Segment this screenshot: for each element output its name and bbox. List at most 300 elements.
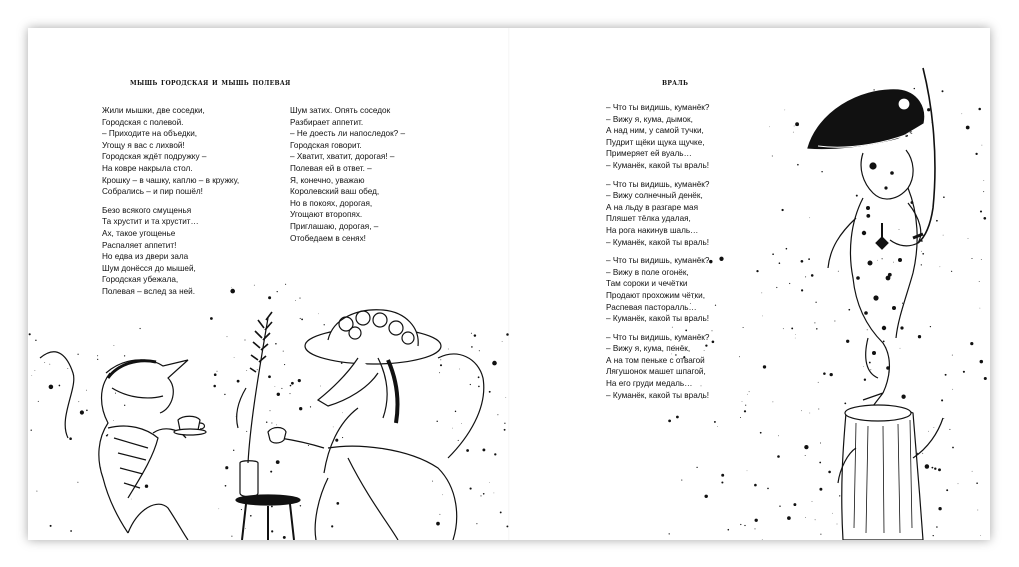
ink-dot: [721, 474, 724, 477]
verse-line: Разбирает аппетит.: [290, 117, 364, 127]
ink-dot: [480, 495, 481, 496]
ink-dot: [310, 406, 311, 407]
ink-dot: [832, 513, 833, 514]
ink-dot: [299, 298, 300, 299]
ink-dot: [506, 333, 509, 336]
ink-dot: [107, 434, 108, 435]
ink-dot: [815, 302, 816, 303]
ink-dot: [740, 524, 741, 525]
ink-dot: [805, 276, 806, 277]
verse-line: – Куманёк, какой ты враль!: [606, 160, 710, 170]
ink-dot: [970, 342, 973, 345]
ink-dot: [271, 530, 273, 532]
ink-dot: [442, 494, 443, 495]
ink-dot: [820, 442, 821, 443]
ink-dot: [483, 493, 485, 495]
verse-line: Шум затих. Опять соседок: [290, 106, 391, 115]
ink-dot: [914, 88, 915, 89]
ink-dot: [336, 502, 339, 505]
ink-dot: [942, 90, 944, 92]
ink-dot: [331, 525, 333, 527]
ink-dot: [342, 412, 343, 413]
ink-dot: [466, 449, 469, 452]
ink-dot: [918, 335, 921, 338]
ink-dot: [975, 153, 977, 155]
ink-dot: [234, 357, 235, 358]
verse-line: – Вижу солнечный денёк,: [606, 191, 703, 201]
ink-dot: [761, 293, 762, 294]
ink-dot: [818, 409, 819, 410]
ink-dot: [277, 393, 280, 396]
ink-dot: [714, 421, 716, 423]
verse-line: Там сороки и чечётки: [606, 279, 688, 289]
ink-dot: [225, 485, 227, 487]
verse-line: Отобедаем в сенях!: [290, 233, 366, 243]
ink-dot: [268, 296, 271, 299]
ink-dot: [980, 360, 983, 363]
ink-dot: [113, 345, 114, 346]
ink-dot: [789, 283, 790, 284]
ink-dot: [838, 271, 839, 272]
ink-dot: [797, 164, 799, 166]
ink-dot: [712, 330, 713, 331]
ink-dot: [823, 372, 826, 375]
verse-line: А над ним, у самой тучки,: [606, 126, 704, 136]
ink-dot: [448, 349, 449, 350]
stanza-gap: [606, 325, 709, 332]
ink-dot: [721, 481, 723, 483]
ink-dot: [934, 468, 936, 470]
ink-dot: [275, 386, 276, 387]
ink-dot: [819, 462, 821, 464]
ink-dot: [740, 417, 741, 418]
verse-line: – Приходите на объедки,: [102, 129, 198, 139]
ink-dot: [284, 364, 285, 365]
ink-dot: [709, 260, 712, 263]
ink-dot: [77, 354, 78, 355]
verse-line: – Что ты видишь, куманёк?: [606, 256, 710, 266]
ink-dot: [320, 386, 321, 387]
ink-dot: [506, 525, 508, 527]
ink-dot: [781, 209, 783, 211]
ink-dot: [769, 127, 770, 128]
ink-dot: [59, 385, 61, 387]
ink-dot: [124, 355, 125, 356]
poem-right-column: [606, 102, 709, 401]
ink-dot: [867, 329, 868, 330]
ink-dot: [772, 253, 774, 255]
ink-dot: [113, 420, 114, 421]
country-mouse-illustration: [40, 352, 206, 540]
ink-dot: [805, 455, 806, 456]
ink-dot: [35, 370, 36, 371]
verse-line: Городская говорит.: [290, 140, 362, 150]
verse-line: Жили мышки, две соседки,: [102, 106, 205, 115]
ink-dot: [86, 390, 87, 391]
ink-dot: [295, 300, 296, 301]
ink-dot: [805, 517, 806, 518]
ink-dot: [794, 126, 795, 127]
verse-line: Шум донёсся до мышей,: [102, 263, 196, 273]
ink-dot: [922, 253, 924, 255]
verse-line: Приглашаю, дорогая, –: [290, 221, 379, 231]
verse-line: – Вижу я, кума, дымок,: [606, 114, 693, 124]
ink-dot: [870, 369, 871, 370]
ink-dot: [744, 525, 745, 526]
ink-dot: [921, 264, 922, 265]
ink-dot: [237, 380, 240, 383]
ink-dot: [440, 359, 441, 360]
ink-dot: [270, 471, 272, 473]
ink-dot: [696, 467, 697, 468]
ink-dot: [980, 210, 982, 212]
ink-dot: [497, 414, 498, 415]
ink-dot: [966, 126, 970, 130]
ink-dot: [478, 386, 480, 388]
ink-dot: [439, 514, 440, 515]
ink-dot: [432, 481, 433, 482]
stanza-gap: [606, 248, 709, 255]
ink-dot: [928, 431, 929, 432]
ink-dot: [308, 445, 309, 446]
ink-dot: [470, 384, 471, 385]
ink-dot: [97, 355, 98, 356]
ink-dot: [69, 437, 72, 440]
ink-dot: [931, 467, 933, 469]
ink-dot: [461, 423, 462, 424]
ink-dot: [936, 526, 938, 528]
ink-dot: [478, 376, 480, 378]
verse-line: – Хватит, хватит, дорогая! –: [290, 152, 395, 162]
ink-dot: [779, 262, 781, 264]
ink-dot: [276, 425, 277, 426]
ink-dot: [749, 391, 750, 392]
verse-line: Собрались – и пир пошёл!: [102, 187, 203, 197]
verse-line: Но едва из двери зала: [102, 252, 189, 262]
ink-dot: [756, 270, 758, 272]
ink-dot: [777, 455, 780, 458]
ink-dot: [755, 519, 758, 522]
ink-dot: [474, 334, 476, 336]
ink-dot: [811, 274, 814, 277]
ink-dot: [922, 453, 923, 454]
poem-title-right: враль: [662, 78, 689, 88]
ink-dot: [779, 505, 780, 506]
ink-dot: [977, 510, 978, 511]
ink-dot: [934, 427, 935, 428]
ink-dot: [217, 371, 218, 372]
ink-dot: [983, 191, 984, 192]
ink-dot: [864, 379, 866, 381]
ink-dot: [938, 507, 941, 510]
frog-illustration: [808, 68, 943, 540]
verse-line: Пляшет тёлка удалая,: [606, 214, 691, 224]
ink-dot: [944, 418, 945, 419]
ink-dot: [494, 493, 495, 494]
verse-line: – Куманёк, какой ты враль!: [606, 314, 710, 324]
ink-dot: [300, 505, 301, 506]
poem-left-column-2: [290, 105, 405, 244]
ink-dot: [818, 382, 819, 383]
verse-line: – Вижу в поле огонёк,: [606, 267, 689, 277]
ink-dot: [882, 258, 883, 259]
ink-dot: [900, 348, 901, 349]
ink-dot: [231, 536, 232, 537]
ink-dot: [283, 351, 284, 352]
ink-dot: [225, 466, 228, 469]
ink-dot: [436, 421, 437, 422]
ink-dot: [440, 364, 442, 366]
ink-dot: [971, 258, 972, 259]
ink-dot: [951, 271, 952, 272]
verse-line: Я, конечно, уважаю: [290, 175, 365, 185]
ink-dot: [801, 260, 802, 261]
ink-dot: [902, 303, 903, 304]
ink-dot: [301, 319, 303, 321]
ink-dot: [476, 523, 477, 524]
ink-dot: [980, 535, 981, 536]
poem-title-left: мышь городская и мышь полевая: [130, 78, 291, 88]
ink-dot: [983, 217, 986, 220]
ink-dot: [218, 508, 219, 509]
ink-dot: [504, 423, 505, 424]
ink-dot: [760, 432, 762, 434]
ink-dot: [809, 413, 810, 414]
ink-dot: [504, 429, 506, 431]
ink-dot: [968, 238, 969, 239]
verse-line: Но в покоях, дорогая,: [290, 198, 373, 208]
verse-line: Городская ждёт подружку –: [102, 152, 207, 162]
verse-line: Городская убежала,: [102, 275, 179, 285]
ink-dot: [814, 322, 815, 323]
verse-line: Ах, такое угощенье: [102, 228, 176, 238]
verse-line: – Вижу я, кума, пенёк,: [606, 344, 691, 354]
ink-dot: [50, 525, 52, 527]
ink-dot: [927, 108, 930, 111]
ink-dot: [276, 460, 280, 464]
ink-dot: [899, 229, 900, 230]
verse-line: Распевая пасторалль…: [606, 302, 697, 312]
ink-dot: [281, 388, 282, 389]
ink-dot: [837, 524, 838, 525]
ink-dot: [140, 328, 141, 329]
ink-dot: [436, 522, 440, 526]
ink-dot: [470, 488, 472, 490]
ink-dot: [938, 468, 941, 471]
ink-dot: [921, 251, 922, 252]
verse-line: – Куманёк, какой ты враль!: [606, 237, 710, 247]
ink-dot: [213, 385, 216, 388]
verse-line: Угощу я вас с лихвой!: [102, 140, 185, 150]
ink-dot: [830, 373, 833, 376]
ink-dot: [812, 501, 813, 502]
ink-dot: [728, 529, 730, 531]
ink-dot: [77, 482, 78, 483]
ink-dot: [712, 341, 715, 344]
verse-line: Безо всякого смущенья: [102, 205, 192, 215]
ink-dot: [839, 495, 840, 496]
ink-dot: [791, 327, 793, 329]
ink-dot: [290, 393, 291, 394]
ink-dot: [439, 372, 440, 373]
ink-dot: [778, 435, 779, 436]
ink-dot: [984, 377, 987, 380]
ink-dot: [943, 196, 945, 198]
stanza-gap: [102, 198, 239, 205]
ink-dot: [49, 364, 50, 365]
ink-dot: [145, 485, 148, 488]
stanza-gap: [606, 172, 709, 179]
ink-dot: [298, 379, 301, 382]
verse-line: – Куманёк, какой ты враль!: [606, 390, 710, 400]
ink-dot: [763, 365, 766, 368]
ink-dot: [793, 503, 796, 506]
ink-dot: [834, 321, 835, 322]
ink-dot: [866, 214, 870, 218]
ink-dot: [952, 447, 954, 449]
ink-dot: [961, 113, 962, 114]
poem-left-column-1: [102, 105, 239, 298]
ink-dot: [762, 316, 763, 317]
ink-dot: [681, 480, 682, 481]
ink-dot: [747, 471, 748, 472]
ink-dot: [808, 258, 810, 260]
ink-dot: [856, 195, 858, 197]
ink-dot: [324, 324, 325, 325]
ink-dot: [952, 389, 953, 390]
ink-dot: [704, 495, 707, 498]
ink-dot: [275, 343, 277, 345]
ink-dot: [300, 318, 301, 319]
ink-dot: [471, 346, 473, 348]
ink-dot: [459, 369, 460, 370]
ink-dot: [715, 305, 716, 306]
ink-dot: [35, 340, 36, 341]
ink-dot: [776, 287, 777, 288]
ink-dot: [49, 385, 54, 390]
ink-dot: [38, 401, 39, 402]
ink-dot: [755, 528, 756, 529]
ink-dot: [982, 145, 983, 146]
ink-dot: [233, 450, 234, 451]
ink-dot: [115, 393, 116, 394]
ink-dot: [676, 416, 679, 419]
ink-dot: [494, 453, 496, 455]
ink-dot: [244, 339, 245, 340]
ink-dot: [933, 535, 934, 536]
ink-dot: [784, 110, 785, 111]
ink-dot: [505, 397, 506, 398]
ink-dot: [318, 314, 319, 315]
ink-dot: [943, 235, 944, 236]
ink-dot: [31, 430, 32, 431]
ink-dot: [819, 488, 822, 491]
ink-dot: [742, 401, 743, 402]
verse-line: Угощают второпях.: [290, 210, 363, 220]
ink-dot: [945, 374, 947, 376]
ink-dot: [254, 285, 255, 286]
ink-dot: [793, 132, 794, 133]
ink-dot: [86, 410, 88, 412]
ink-dot: [268, 375, 271, 378]
ink-dot: [846, 340, 849, 343]
ink-dot: [743, 327, 744, 328]
ink-dot: [245, 528, 246, 529]
verse-line: Лягушонок машет шпагой,: [606, 367, 706, 377]
ink-dot: [747, 394, 748, 395]
verse-line: – Что ты видишь, куманёк?: [606, 103, 710, 112]
ink-dot: [500, 511, 502, 513]
ink-dot: [290, 385, 292, 387]
ink-dot: [801, 410, 802, 411]
verse-line: Городская с полевой.: [102, 117, 184, 127]
verse-line: А на льду в разгаре мая: [606, 202, 699, 212]
verse-line: А на том пеньке с отвагой: [606, 355, 705, 365]
verse-line: Распаляет аппетит!: [102, 240, 177, 250]
book-spread: [28, 28, 990, 540]
ink-dot: [492, 361, 497, 366]
ink-dot: [783, 328, 784, 329]
verse-line: Крошку – в чашку, каплю – в кружку,: [102, 175, 240, 185]
ink-dot: [816, 328, 817, 329]
ink-dot: [277, 291, 278, 292]
ink-dot: [821, 171, 822, 172]
ink-dot: [283, 536, 286, 539]
table-with-wheat-jar: [236, 312, 300, 540]
ink-dot: [479, 350, 480, 351]
ink-dot: [869, 362, 871, 364]
ink-dot: [669, 533, 670, 534]
verse-line: На ковре накрыла стол.: [102, 163, 193, 173]
ink-dot: [820, 534, 821, 535]
ink-dot: [271, 422, 272, 423]
ink-dot: [266, 421, 267, 422]
ink-dot: [773, 402, 774, 403]
ink-dot: [767, 488, 769, 490]
verse-line: На его груди медаль…: [606, 379, 693, 389]
ink-dot: [241, 509, 242, 510]
ink-dot: [844, 403, 846, 405]
ink-dot: [754, 484, 757, 487]
verse-line: Полевая ей в ответ. –: [290, 163, 372, 173]
ink-dot: [227, 336, 228, 337]
ink-dot: [124, 405, 125, 406]
ink-dot: [271, 506, 273, 508]
ink-dot: [285, 284, 286, 285]
ink-dot: [762, 539, 763, 540]
ink-dot: [946, 489, 948, 491]
ink-dot: [936, 220, 938, 222]
verse-line: Та хрустит и та хрустит…: [102, 217, 199, 227]
ink-dot: [745, 405, 746, 406]
verse-line: Примеряет ей вуаль…: [606, 149, 692, 159]
ink-dot: [772, 156, 773, 157]
ink-dot: [978, 108, 981, 111]
ink-dot: [78, 401, 79, 402]
ink-dot: [744, 410, 746, 412]
ink-dot: [893, 262, 894, 263]
ink-dot: [257, 369, 258, 370]
ink-dot: [29, 333, 31, 335]
ink-dot: [455, 411, 456, 412]
ink-dot: [787, 516, 791, 520]
ink-dot: [482, 448, 485, 451]
ink-dot: [70, 530, 72, 532]
ink-dot: [877, 260, 878, 261]
ink-dot: [719, 257, 723, 261]
ink-dot: [901, 395, 905, 399]
ink-dot: [214, 373, 217, 376]
